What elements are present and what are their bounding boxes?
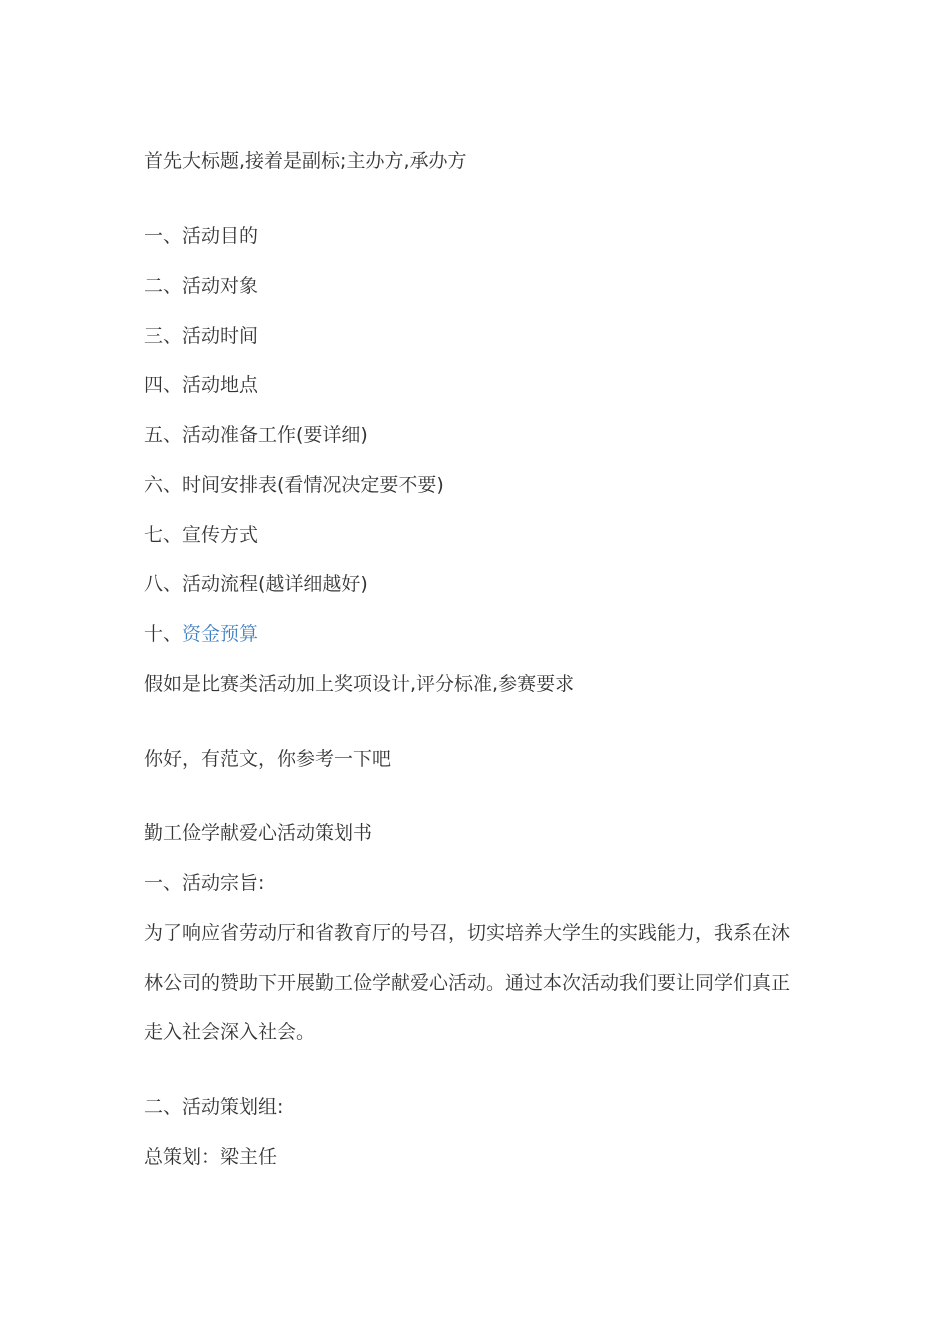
- intro-text: 首先大标题,接着是副标;主办方,承办方: [144, 150, 467, 172]
- outline-item: 一、活动目的: [144, 225, 259, 247]
- reply-text: 你好，有范文，你参考一下吧: [144, 748, 392, 770]
- section-heading-planning: 二、活动策划组:: [144, 1096, 284, 1118]
- budget-prefix: 十、: [144, 623, 183, 645]
- sample-title: 勤工俭学献爱心活动策划书: [144, 822, 373, 844]
- outline-item: 六、时间安排表(看情况决定要不要): [144, 474, 444, 496]
- section-body-line: 林公司的赞助下开展勤工俭学献爱心活动。通过本次活动我们要让同学们真正: [144, 972, 791, 994]
- section-body-line: 走入社会深入社会。: [144, 1021, 316, 1043]
- budget-link[interactable]: 资金预算: [182, 623, 259, 645]
- competition-note: 假如是比赛类活动加上奖项设计,评分标准,参赛要求: [144, 673, 575, 695]
- outline-item: 二、活动对象: [144, 275, 259, 297]
- outline-item: 七、宣传方式: [144, 524, 259, 546]
- outline-item: 四、活动地点: [144, 374, 259, 396]
- outline-item: 五、活动准备工作(要详细): [144, 424, 368, 446]
- outline-item-budget: [144, 621, 258, 647]
- section-body-line: 为了响应省劳动厅和省教育厅的号召，切实培养大学生的实践能力，我系在沐: [144, 922, 791, 944]
- chief-planner: 总策划：梁主任: [144, 1146, 278, 1168]
- outline-item: 八、活动流程(越详细越好): [144, 573, 368, 595]
- section-heading-purpose: 一、活动宗旨:: [144, 872, 265, 894]
- outline-item: 三、活动时间: [144, 325, 259, 347]
